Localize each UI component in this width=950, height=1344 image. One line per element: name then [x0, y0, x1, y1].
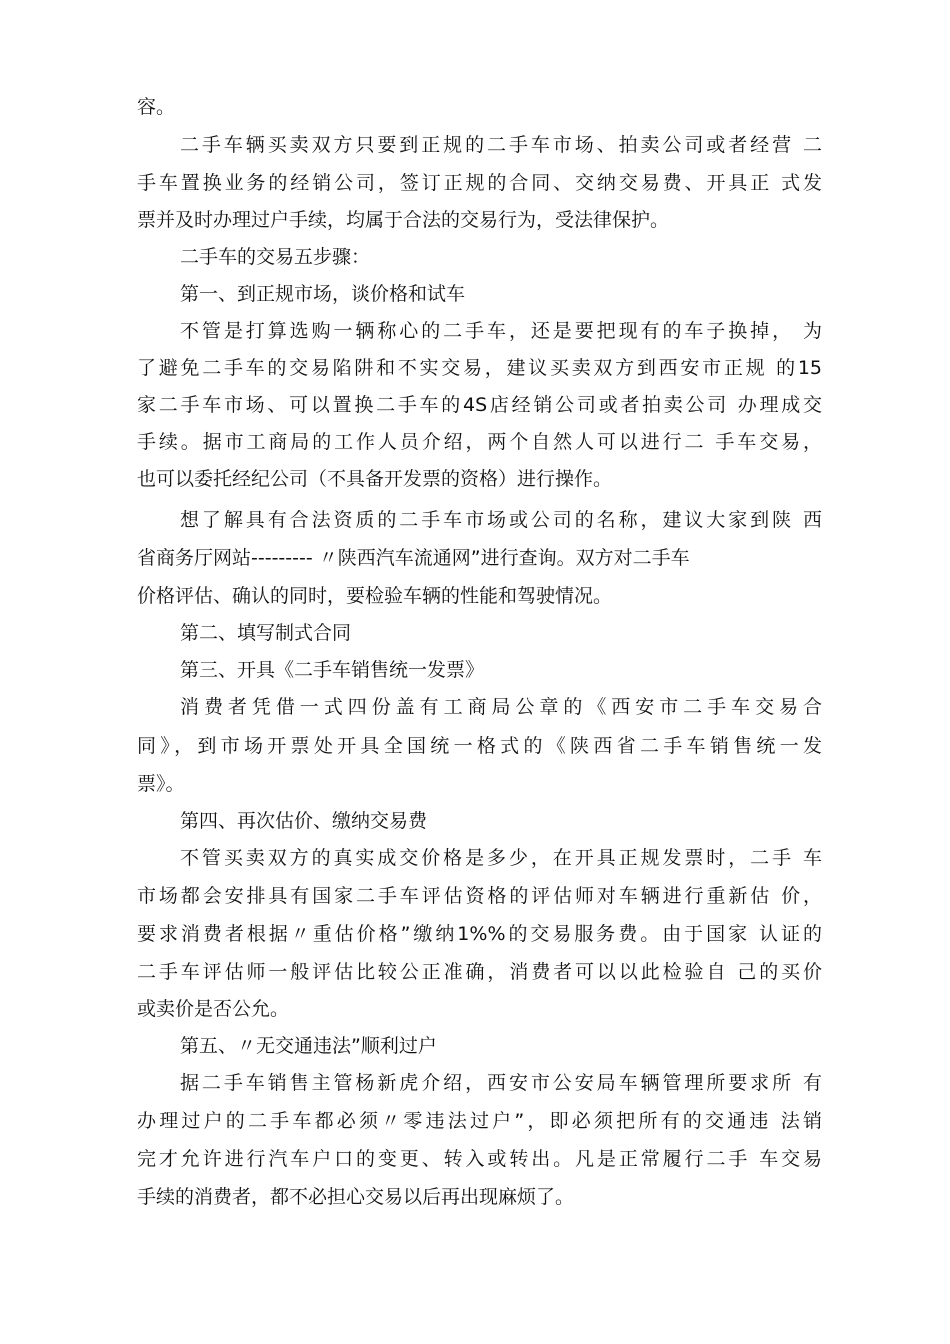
text-line: 不管买卖双方的真实成交价格是多少，在开具正规发票时，二手 车	[180, 847, 822, 869]
text-line: 消费者凭借一式四份盖有工商局公章的《西安市二手车交易合	[180, 696, 822, 718]
text-line: 也可以委托经纪公司（不具备开发票的资格）进行操作。	[137, 468, 613, 490]
text-line: 了避免二手车的交易陷阱和不实交易，建议买卖双方到西安市正规 的15	[137, 357, 822, 379]
text-line: 手续。据市工商局的工作人员介绍，两个自然人可以进行二 手车交易，	[137, 431, 822, 453]
section-heading: 二手车的交易五步骤：	[180, 246, 371, 268]
text-line: 完才允许进行汽车户口的变更、转入或转出。凡是正常履行二手 车交易	[137, 1148, 822, 1170]
text-line: 家二手车市场、可以置换二手车的4S店经销公司或者拍卖公司 办理成交	[137, 394, 822, 416]
text-line: 或卖价是否公允。	[137, 998, 290, 1020]
text-line: 价格评估、确认的同时，要检验车辆的性能和驾驶情况。	[137, 585, 613, 607]
text-line: 要求消费者根据〃重估价格”缴纳1%%的交易服务费。由于国家 认证的	[137, 923, 822, 945]
text-line: 不管是打算选购一辆称心的二手车，还是要把现有的车子换掉， 为	[180, 320, 822, 342]
section-heading: 第一、到正规市场，谈价格和试车	[180, 283, 466, 305]
text-line: 同》，到市场开票处开具全国统一格式的《陕西省二手车销售统一发	[137, 735, 822, 757]
section-heading: 第三、开具《二手车销售统一发票》	[180, 659, 485, 681]
text-line: 办理过户的二手车都必须〃零违法过户”，即必须把所有的交通违 法销	[137, 1110, 822, 1132]
section-heading: 第二、填写制式合同	[180, 622, 352, 644]
text-line: 票》。	[137, 773, 185, 795]
text-line: 省商务厅网站--------- 〃陕西汽车流通网”进行查询。双方对二手车	[137, 547, 690, 569]
text-line: 据二手车销售主管杨新虎介绍，西安市公安局车辆管理所要求所 有	[180, 1072, 822, 1094]
section-heading: 第五、〃无交通违法”顺利过户	[180, 1035, 437, 1057]
text-line: 二手车评估师一般评估比较公正准确，消费者可以以此检验自 己的买价	[137, 961, 822, 983]
text-line: 二手车辆买卖双方只要到正规的二手车市场、拍卖公司或者经营 二	[180, 134, 822, 156]
section-heading: 第四、再次估价、缴纳交易费	[180, 810, 428, 832]
text-line: 手续的消费者，都不必担心交易以后再出现麻烦了。	[137, 1186, 575, 1208]
text-line: 手车置换业务的经销公司，签订正规的合同、交纳交易费、开具正 式发	[137, 172, 822, 194]
text-line: 容。	[137, 96, 176, 118]
text-line: 票并及时办理过户手续，均属于合法的交易行为，受法律保护。	[137, 209, 670, 231]
text-line: 市场都会安排具有国家二手车评估资格的评估师对车辆进行重新估 价，	[137, 885, 822, 907]
text-line: 想了解具有合法资质的二手车市场或公司的名称，建议大家到陕 西	[180, 509, 822, 531]
